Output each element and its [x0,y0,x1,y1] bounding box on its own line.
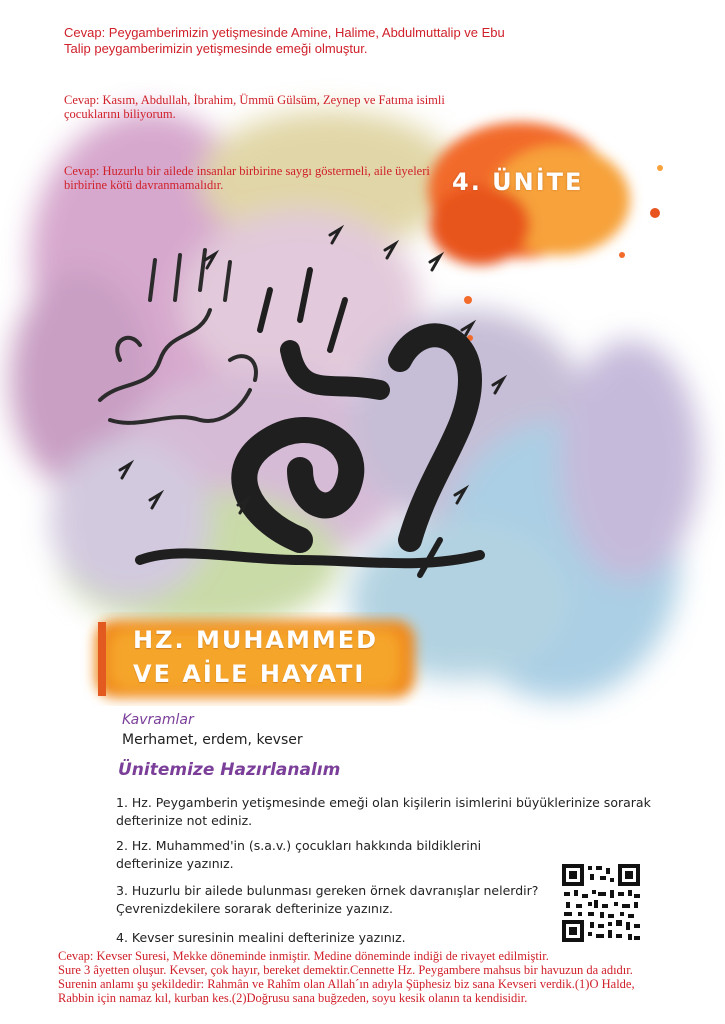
qr-code-icon [560,862,642,944]
concepts-heading: Kavramlar [122,712,194,728]
answer-2: Cevap: Kasım, Abdullah, İbrahim, Ümmü Gülsüm, Zeynep ve Fatıma isimli çocuklarını biliyorum. [64,93,445,121]
question-3: 3. Huzurlu bir ailede bulunması gereken örnek davranışlar nelerdir? Çevrenizdekilere sorarak defterinize yazınız. [116,883,539,916]
answer-1: Cevap: Peygamberimizin yetişmesinde Amine, Halime, Abdulmuttalip ve Ebu Talip peygamberimizin yetişmesinde emeği olmuştur. [64,25,505,56]
question-2: 2. Hz. Muhammed'in (s.a.v.) çocukları hakkında bildiklerini defterinize yazınız. [116,838,482,871]
unit-label: 4. ÜNİTE [452,168,584,196]
answer-4 [58,949,718,1005]
answer-3: Cevap: Huzurlu bir ailede insanlar birbirine saygı göstermeli, aile üyeleri birbirine kötü davranmamalıdır. [64,164,430,192]
answer-4-line-2: Sure 3 âyetten oluşur. Kevser, çok hayır, bereket demektir.Cennette Hz. Peygambere mahsus bir havuzun da adıdır. [58,963,633,977]
answer-4-line-3: Surenin anlamı şu şekildedir: Rahmân ve Rahîm olan Allah´ın adıyla Şüphesiz biz sana Kevseri verdik.(1)O Halde, [58,977,635,991]
question-4: 4. Kevser suresinin mealini defterinize yazınız. [116,930,406,945]
preparation-heading: Ünitemize Hazırlanalım [118,760,341,780]
question-1: 1. Hz. Peygamberin yetişmesinde emeği olan kişilerin isimlerini büyüklerinize sorarak defterinize not ediniz. [116,795,651,828]
title-line-2: VE AİLE HAYATI [133,660,366,688]
answer-4-line-4: Rabbin için namaz kıl, kurban kes.(2)Doğrusu sana buğzeden, soyu kesik olanın ta kendisidir. [58,991,528,1005]
answer-4-line-1: Cevap: Kevser Suresi, Mekke döneminde inmiştir. Medine döneminde indiği de rivayet edilmiştir. [58,949,549,963]
title-line-1: HZ. MUHAMMED [133,626,379,654]
concepts-values: Merhamet, erdem, kevser [122,732,303,748]
